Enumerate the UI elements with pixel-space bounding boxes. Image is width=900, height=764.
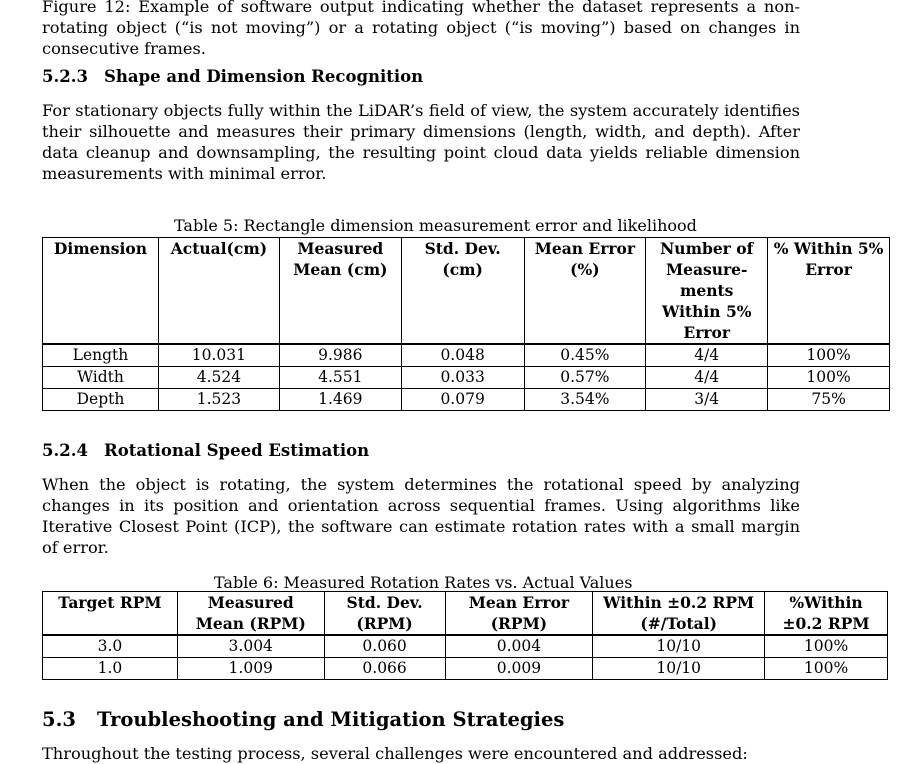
section-number: 5.2.4 (42, 441, 88, 460)
table5-cell: Length (43, 344, 159, 367)
table5-cell: 9.986 (279, 344, 401, 367)
table6-header-cell: Target RPM (43, 592, 178, 636)
table6-cell: 100% (765, 635, 888, 658)
section-heading-5-3 (42, 708, 564, 731)
table5-cell: Depth (43, 389, 159, 411)
section-title: Shape and Dimension Recognition (104, 67, 424, 86)
section-number: 5.2.3 (42, 67, 88, 86)
table6-cell: 3.0 (43, 635, 178, 658)
table5-header-row (43, 238, 890, 345)
table6-caption: Table 6: Measured Rotation Rates vs. Actual Values (214, 573, 633, 592)
table6-row (43, 658, 888, 680)
section-title: Rotational Speed Estimation (104, 441, 370, 460)
table6-cell: 0.066 (324, 658, 445, 680)
table5-cell: 100% (768, 367, 890, 389)
table5-row (43, 344, 890, 367)
section-heading-5-2-3 (42, 67, 423, 86)
figure-caption: Figure 12: Example of software output indicating whether the dataset represents a non-rotating object (“is not moving”) or a rotating object (“is moving”) based on changes in consecutive frames. (42, 0, 800, 58)
table6-header-cell: Measured Mean (RPM) (177, 592, 324, 636)
table5-row (43, 367, 890, 389)
section-heading-5-2-4 (42, 441, 369, 460)
table5-cell: 4.551 (279, 367, 401, 389)
table5-header-cell: Number of Measure-ments Within 5% Error (646, 238, 768, 345)
table5-cell: 0.079 (401, 389, 524, 411)
table6-cell: 0.060 (324, 635, 445, 658)
table6-cell: 100% (765, 658, 888, 680)
table5-cell: 75% (768, 389, 890, 411)
section-body-5-2-3: For stationary objects fully within the LiDAR’s field of view, the system accurately identifies their silhouette and measures their primary dimensions (length, width, and depth). After data cleanup and downsampling, the resulting point cloud data yields reliable dimension measurements with minimal error. (42, 101, 800, 183)
table5-cell: 3/4 (646, 389, 768, 411)
section-body-5-2-4: When the object is rotating, the system determines the rotational speed by analyzing changes in its position and orientation across sequential frames. Using algorithms like Iterative Closest Point (ICP), the software can estimate rotation rates with a small margin of error. (42, 475, 800, 557)
table5-header-cell: Dimension (43, 238, 159, 345)
table6-header-cell: %Within ±0.2 RPM (765, 592, 888, 636)
table6-header-cell: Mean Error (RPM) (445, 592, 593, 636)
table5-caption: Table 5: Rectangle dimension measurement error and likelihood (174, 216, 697, 235)
table5-header-cell: % Within 5% Error (768, 238, 890, 345)
table5-header-cell: Measured Mean (cm) (279, 238, 401, 345)
table6-cell: 10/10 (593, 635, 765, 658)
section-number: 5.3 (42, 708, 76, 731)
table5-cell: 3.54% (524, 389, 646, 411)
table5 (42, 237, 890, 411)
table6-cell: 0.004 (445, 635, 593, 658)
table6-body (43, 635, 888, 680)
table5-cell: 1.523 (158, 389, 279, 411)
table5-cell: 0.048 (401, 344, 524, 367)
table6-row (43, 635, 888, 658)
table6-cell: 3.004 (177, 635, 324, 658)
table6-cell: 1.0 (43, 658, 178, 680)
table5-cell: Width (43, 367, 159, 389)
section-body-5-3: Throughout the testing process, several challenges were encountered and addressed: (42, 744, 748, 763)
table5-cell: 0.033 (401, 367, 524, 389)
table6-cell: 10/10 (593, 658, 765, 680)
table6-cell: 1.009 (177, 658, 324, 680)
table5-header-cell: Std. Dev. (cm) (401, 238, 524, 345)
table5-cell: 10.031 (158, 344, 279, 367)
table6-header-cell: Within ±0.2 RPM (#/Total) (593, 592, 765, 636)
table5-cell: 4/4 (646, 344, 768, 367)
table5-cell: 100% (768, 344, 890, 367)
table5-cell: 0.57% (524, 367, 646, 389)
table6-cell: 0.009 (445, 658, 593, 680)
table5-row (43, 389, 890, 411)
section-title: Troubleshooting and Mitigation Strategies (97, 708, 565, 731)
table5-cell: 4/4 (646, 367, 768, 389)
table6-header-cell: Std. Dev. (RPM) (324, 592, 445, 636)
table5-cell: 0.45% (524, 344, 646, 367)
table5-cell: 4.524 (158, 367, 279, 389)
table5-cell: 1.469 (279, 389, 401, 411)
table5-body (43, 344, 890, 411)
table6-header-row (43, 592, 888, 636)
table5-header-cell: Actual(cm) (158, 238, 279, 345)
table5-header-cell: Mean Error (%) (524, 238, 646, 345)
table6 (42, 591, 888, 680)
